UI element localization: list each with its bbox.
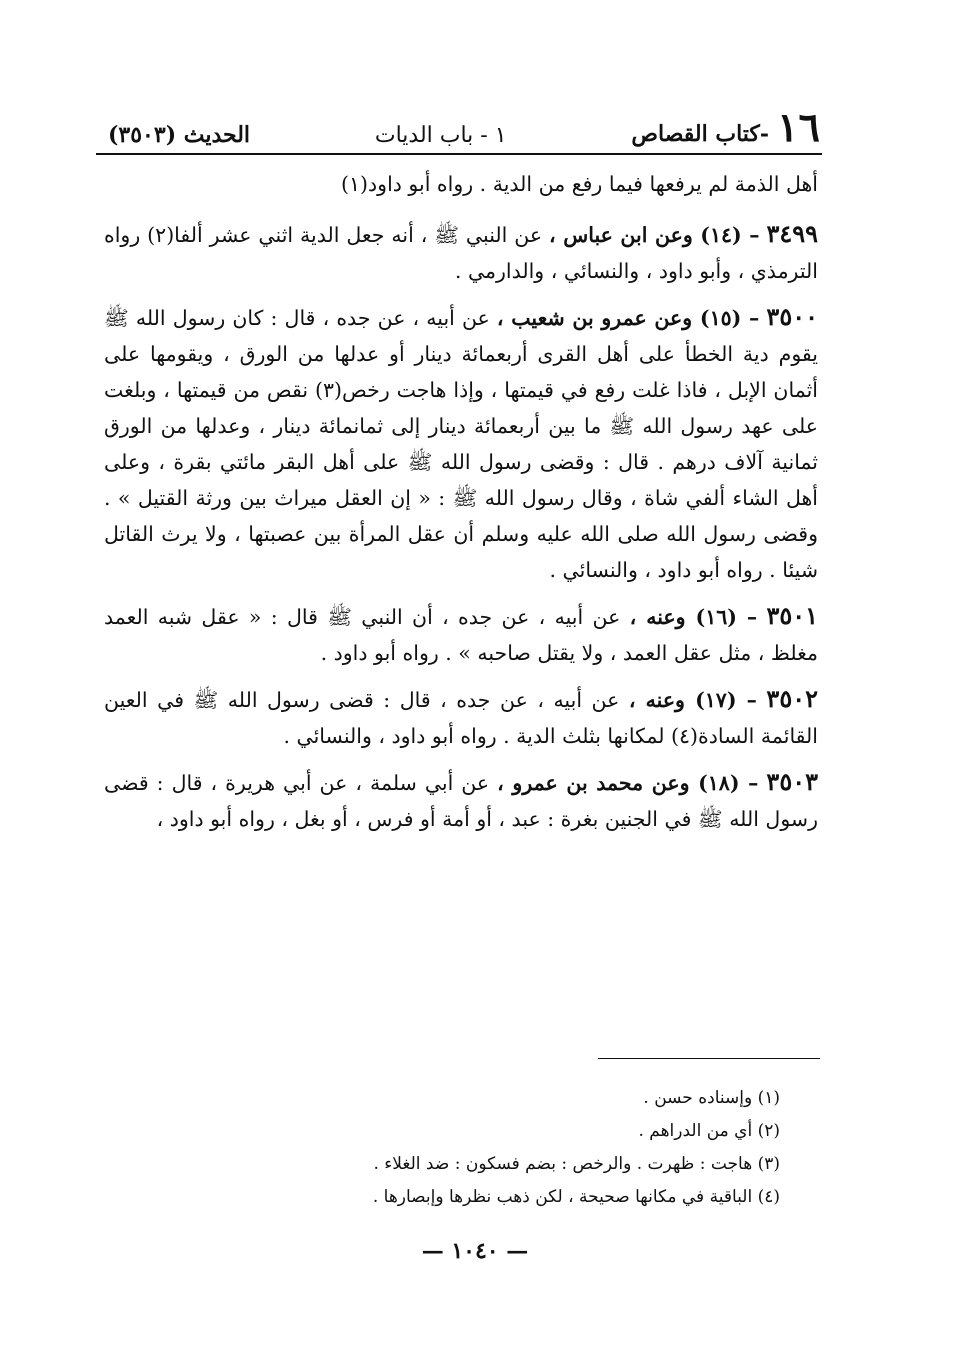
paragraph-text: عن النبي ﷺ ، أنه جعل الدية اثني عشر ألفا(٢) رواه الترمذي ، وأبو داود ، والنسائي ، والدارمي . bbox=[104, 223, 818, 283]
hadith-narrator: – (١٨) وعن محمد بن عمرو ، bbox=[497, 771, 759, 795]
paragraph-text: أهل الذمة لم يرفعها فيما رفع من الدية . رواه أبو داود(١) bbox=[341, 172, 818, 196]
chapter-number: ١٦ bbox=[777, 104, 820, 151]
hadith-narrator: – (١٦) وعنه ، bbox=[629, 605, 758, 629]
hadith-number: ٣٥٠٢ bbox=[766, 684, 818, 713]
section-title: ١ - باب الديات bbox=[374, 123, 507, 148]
hadith-paragraph bbox=[104, 299, 818, 588]
chapter-title: -كتاب القصاص bbox=[631, 121, 770, 147]
chapter-heading bbox=[631, 104, 820, 151]
header-rule bbox=[96, 153, 822, 155]
hadith-narrator: – (١٥) وعن عمرو بن شعيب ، bbox=[496, 306, 760, 330]
hadith-number: ٣٥٠٣ bbox=[766, 767, 818, 796]
hadith-paragraph bbox=[104, 216, 818, 289]
footnote-item: (٢) أي من الدراهم . bbox=[638, 1121, 780, 1141]
hadith-number: ٣٤٩٩ bbox=[766, 219, 819, 248]
paragraph-text: عن أبيه ، عن جده ، قال : قضى رسول الله ﷺ في العين القائمة السادة(٤) لمكانها بثلث الدية . رواه أبو داود ، والنسائي . bbox=[104, 688, 818, 748]
hadith-paragraph bbox=[104, 764, 818, 837]
paragraph-continuation bbox=[104, 166, 818, 202]
paragraph-text: عن أبي سلمة ، عن أبي هريرة ، قال : قضى رسول الله ﷺ في الجنين بغرة : عبد ، أو أمة أو فرس ، أو بغل ، رواه أبو داود ، bbox=[104, 771, 818, 831]
hadith-number: ٣٥٠١ bbox=[766, 601, 818, 630]
hadith-paragraph bbox=[104, 598, 818, 671]
hadith-narrator: – (١٤) وعن ابن عباس ، bbox=[549, 223, 760, 247]
footnote-rule bbox=[598, 1058, 820, 1059]
footnote-item: (٤) الباقية في مكانها صحيحة ، لكن ذهب نظرها وإبصارها . bbox=[372, 1187, 780, 1207]
page-number: — ١٠٤٠ — bbox=[421, 1238, 529, 1264]
footnote-item: (٣) هاجت : ظهرت . والرخص : بضم فسكون : ضد الغلاء . bbox=[373, 1154, 780, 1174]
paragraph-text: عن أبيه ، عن جده ، أن النبي ﷺ قال : « عقل شبه العمد مغلظ ، مثل عقل العمد ، ولا يقتل صاحبه » . رواه أبو داود . bbox=[104, 605, 818, 665]
hadith-narrator: – (١٧) وعنه ، bbox=[628, 688, 757, 712]
paragraph-text: عن أبيه ، عن جده ، قال : كان رسول الله ﷺ يقوم دية الخطأ على أهل القرى أربعمائة دينار أو عدلها من الورق ، ويقومها على أثمان الإبل ، فاذا غلت رفع في قيمتها ، وإذا هاجت رخص(٣) نقص من قيمتها ، وبلغت على عهد رسول الله ﷺ ما بين أربعمائة دينار إلى ثمانمائة دينار ، وعدلها من الورق ثمانية آلاف درهم . قال : وقضى رسول الله ﷺ على أهل البقر مائتي بقرة ، وعلى أهل الشاء ألفي شاة ، وقال رسول الله ﷺ : « إن العقل ميراث بين ورثة القتيل » . وقضى رسول الله صلى الله عليه وسلم أن عقل المرأة بين عصبتها ، ولا يرث القاتل شيئا . رواه أبو داود ، والنسائي . bbox=[104, 306, 818, 582]
hadith-reference: الحديث (٣٥٠٣) bbox=[108, 122, 251, 148]
hadith-paragraph bbox=[104, 681, 818, 754]
page-header bbox=[108, 96, 820, 151]
footnotes bbox=[330, 1082, 780, 1214]
body-text bbox=[104, 166, 818, 847]
hadith-number: ٣٥٠٠ bbox=[766, 302, 818, 331]
footnote-item: (١) وإسناده حسن . bbox=[643, 1088, 780, 1108]
